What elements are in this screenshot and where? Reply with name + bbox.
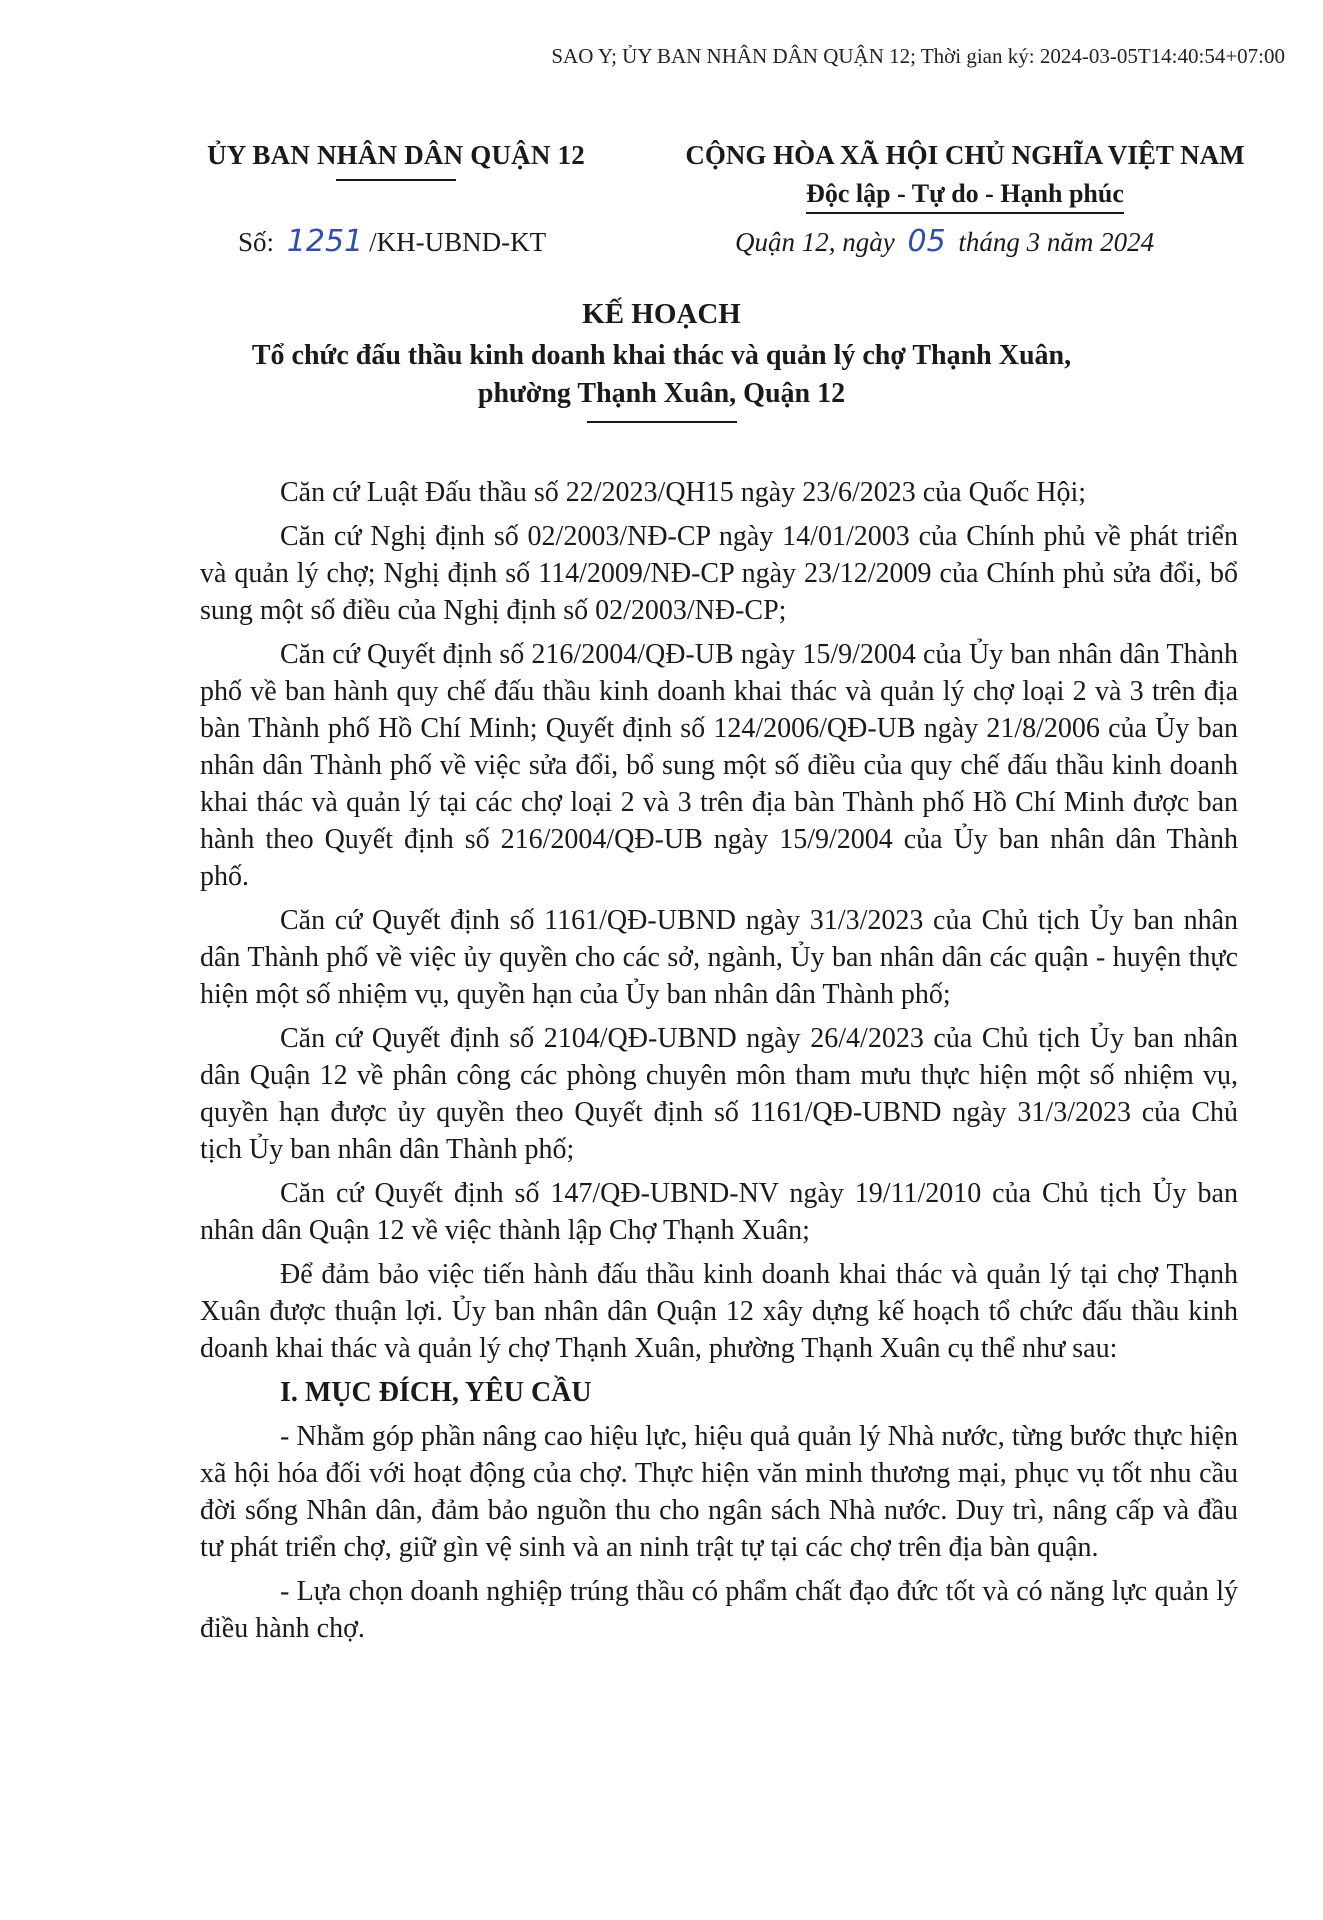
document-subtitle-line-1: Tổ chức đấu thầu kinh doanh khai thác và quản lý chợ Thạnh Xuân, [251, 340, 1072, 371]
document-number [238, 224, 546, 259]
legal-basis-paragraph: Căn cứ Luật Đấu thầu số 22/2023/QH15 ngày 23/6/2023 của Quốc Hội; [280, 477, 1087, 508]
document-date [735, 224, 1154, 259]
document-title-block [0, 298, 1323, 423]
digital-signature-stamp: SAO Y; ỦY BAN NHÂN DÂN QUẬN 12; Thời gian ký: 2024-03-05T14:40:54+07:00 [551, 44, 1285, 68]
national-motto: Độc lập - Tự do - Hạnh phúc [806, 179, 1124, 214]
legal-basis-paragraph: Căn cứ Quyết định số 2104/QĐ-UBND ngày 26/4/2023 của Chủ tịch Ủy ban nhân dân Quận 12 về phân công các phòng chuyên môn tham mưu thực hiện một số nhiệm vụ, quyền hạn được ủy quyền theo Quyết định số 1161/QĐ-UBND ngày 31/3/2023 của Chủ tịch Ủy ban nhân dân Thành phố; [200, 1023, 1238, 1165]
document-number-prefix: Số: [238, 227, 275, 257]
national-header-block [650, 140, 1280, 214]
date-prefix: Quận 12, ngày [735, 227, 895, 257]
objective-paragraph: - Nhằm góp phần nâng cao hiệu lực, hiệu quả quản lý Nhà nước, từng bước thực hiện xã hội hóa đối với hoạt động của chợ. Thực hiện văn minh thương mại, phục vụ tốt nhu cầu đời sống Nhân dân, đảm bảo nguồn thu cho ngân sách Nhà nước. Duy trì, nâng cấp và đầu tư phát triển chợ, giữ gìn vệ sinh và an ninh trật tự tại các chợ trên địa bàn quận. [200, 1421, 1238, 1563]
legal-basis-paragraph: Căn cứ Nghị định số 02/2003/NĐ-CP ngày 14/01/2003 của Chính phủ về phát triển và quản lý chợ; Nghị định số 114/2009/NĐ-CP ngày 23/12/2009 của Chính phủ sửa đổi, bổ sung một số điều của Nghị định số 02/2003/NĐ-CP; [200, 521, 1238, 626]
legal-basis-paragraph: Căn cứ Quyết định số 216/2004/QĐ-UB ngày 15/9/2004 của Ủy ban nhân dân Thành phố về ban hành quy chế đấu thầu kinh doanh khai thác và quản lý chợ loại 2 và 3 trên địa bàn Thành phố Hồ Chí Minh; Quyết định số 124/2006/QĐ-UB ngày 21/8/2006 của Ủy ban nhân dân Thành phố về việc sửa đổi, bổ sung một số điều của quy chế đấu thầu kinh doanh khai thác và quản lý tại các chợ loại 2 và 3 trên địa bàn Thành phố Hồ Chí Minh được ban hành theo Quyết định số 216/2004/QĐ-UB ngày 15/9/2004 của Ủy ban nhân dân Thành phố. [200, 639, 1238, 892]
document-number-suffix: /KH-UBND-KT [369, 227, 547, 257]
document-type: KẾ HOẠCH [582, 298, 741, 330]
section-heading: I. MỤC ĐÍCH, YÊU CẦU [280, 1377, 592, 1408]
issuing-agency: ỦY BAN NHÂN DÂN QUẬN 12 [207, 140, 585, 170]
intro-paragraph: Để đảm bảo việc tiến hành đấu thầu kinh doanh khai thác và quản lý tại chợ Thạnh Xuân được thuận lợi. Ủy ban nhân dân Quận 12 xây dựng kế hoạch tổ chức đấu thầu kinh doanh khai thác và quản lý chợ Thạnh Xuân, phường Thạnh Xuân cụ thể như sau: [200, 1259, 1238, 1364]
legal-basis-paragraph: Căn cứ Quyết định số 147/QĐ-UBND-NV ngày 19/11/2010 của Chủ tịch Ủy ban nhân dân Quận 12 về việc thành lập Chợ Thạnh Xuân; [200, 1178, 1238, 1246]
legal-basis-paragraph: Căn cứ Quyết định số 1161/QĐ-UBND ngày 31/3/2023 của Chủ tịch Ủy ban nhân dân Thành phố về việc ủy quyền cho các sở, ngành, Ủy ban nhân dân các quận - huyện thực hiện một số nhiệm vụ, quyền hạn của Ủy ban nhân dân Thành phố; [200, 905, 1238, 1010]
document-number-handwritten: 1251 [286, 224, 364, 259]
document-body [200, 474, 1238, 1654]
objective-paragraph: - Lựa chọn doanh nghiệp trúng thầu có phẩm chất đạo đức tốt và có năng lực quản lý điều hành chợ. [200, 1576, 1238, 1644]
issuing-agency-block [196, 140, 596, 181]
document-subtitle-line-2: phường Thạnh Xuân, Quận 12 [477, 378, 846, 409]
document-subtitle [0, 337, 1323, 413]
date-suffix: tháng 3 năm 2024 [958, 227, 1155, 257]
date-day-handwritten: 05 [907, 224, 946, 259]
agency-underline [336, 179, 456, 181]
national-title: CỘNG HÒA XÃ HỘI CHỦ NGHĨA VIỆT NAM [685, 140, 1245, 170]
title-underline [587, 421, 737, 423]
